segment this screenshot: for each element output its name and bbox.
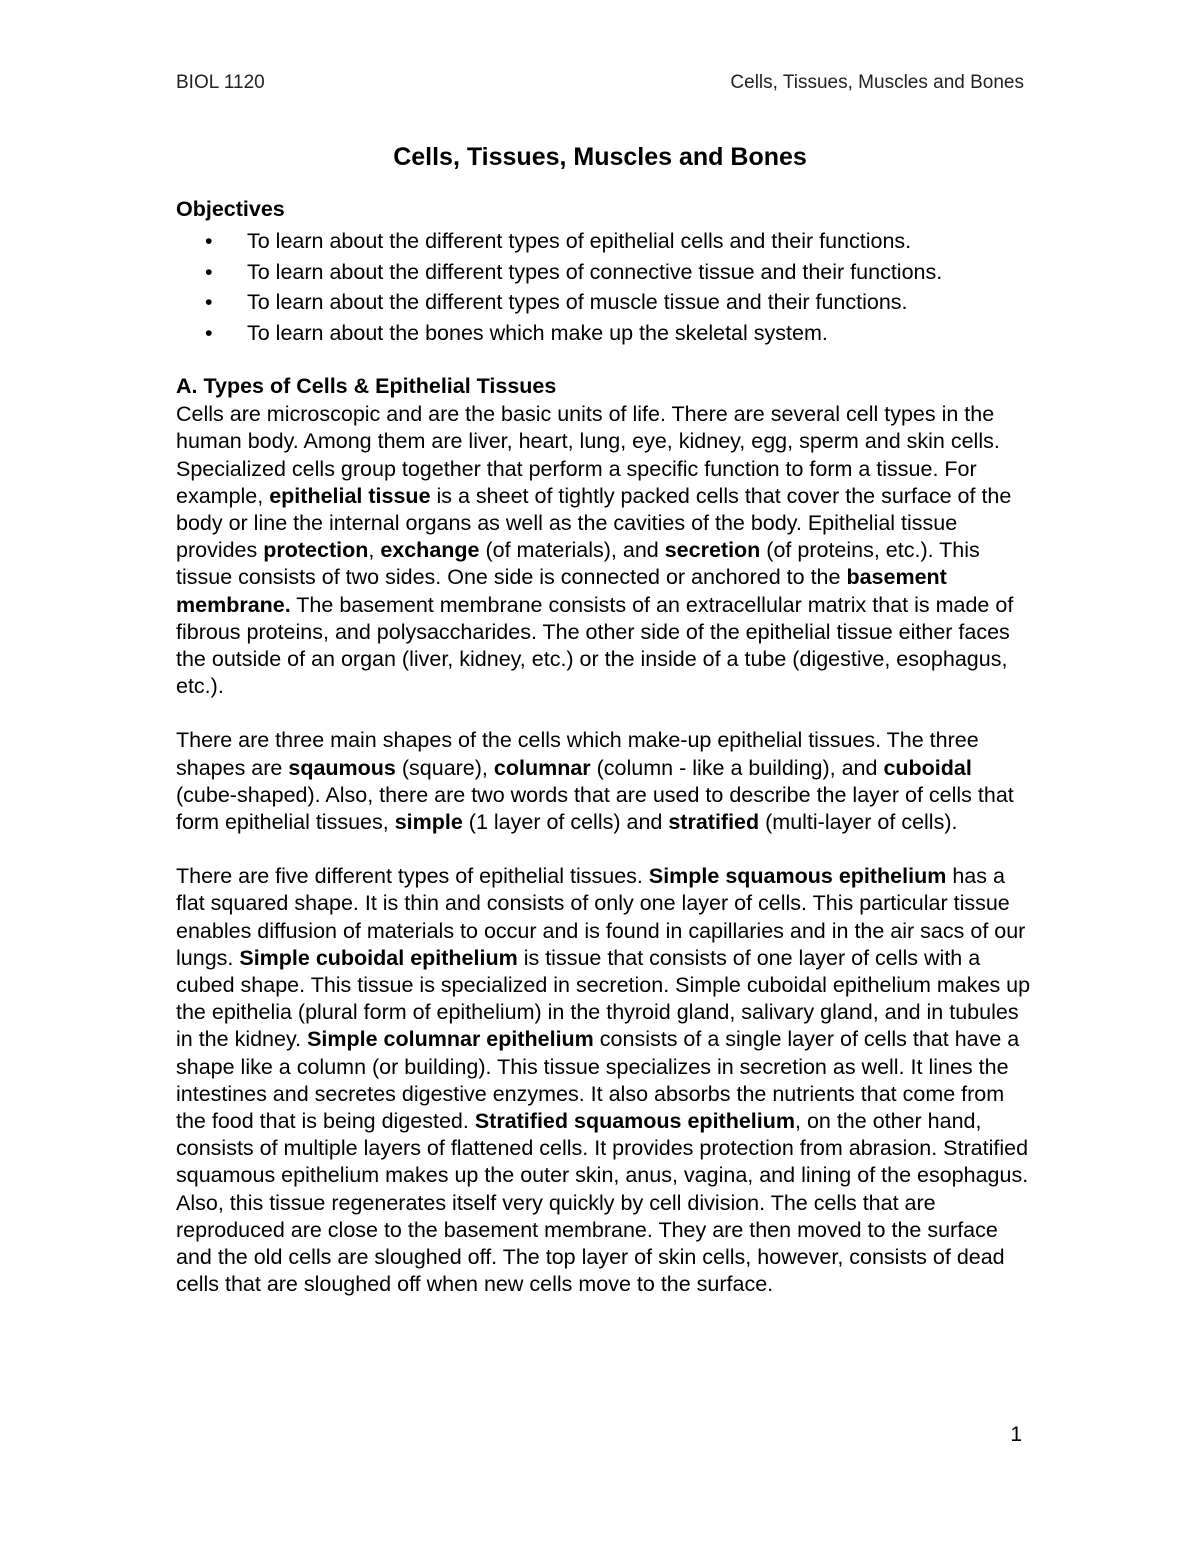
text-run: (of materials), and	[479, 538, 665, 563]
bold-term: columnar	[493, 755, 591, 780]
text-run: (square),	[395, 755, 494, 780]
text-run: (column - like a building), and	[590, 755, 884, 780]
objectives-list	[176, 226, 1036, 348]
bold-term: Simple squamous epithelium	[648, 864, 947, 889]
text-run: (1 layer of cells) and	[462, 810, 669, 835]
paragraph-cells-intro	[176, 401, 1036, 700]
bold-term: basement membrane.	[176, 565, 947, 617]
bold-term: Simple cuboidal epithelium	[239, 945, 518, 970]
text-run: (of proteins, etc.). This tissue consists of two sides. One side is connected or anchored to the	[176, 538, 980, 590]
bold-term: epithelial tissue	[269, 483, 431, 508]
text-run: ,	[368, 538, 381, 563]
text-run: is tissue that consists of one layer of cells with a cubed shape. This tissue is specialized in secretion. Simple cuboidal epithelium makes up the epithelia (plural form of epithelium) in the thyroid gland, salivary gland, and in tubules in the kidney.	[176, 945, 1031, 1052]
text-run: There are five different types of epithelial tissues.	[176, 864, 649, 889]
bold-term: protection	[263, 538, 369, 563]
text-run: There are three main shapes of the cells which make-up epithelial tissues. The three shapes are	[176, 728, 979, 780]
list-item	[176, 318, 1036, 349]
paragraph-epithelial-types	[176, 863, 1036, 1298]
text-run: Cells are microscopic and are the basic units of life. There are several cell types in the human body. Among them are liver, heart, lung, eye, kidney, egg, sperm and skin cells. Specialized cells group together that perform a specific function to form a tissue. For example,	[176, 402, 1000, 508]
text-run: (cube-shaped). Also, there are two words that are used to describe the layer of cells that form epithelial tissues,	[176, 782, 1014, 835]
bullet-icon: •	[205, 229, 213, 254]
paragraph-cell-shapes	[176, 727, 1036, 836]
section-a-heading: A. Types of Cells & Epithelial Tissues	[176, 374, 557, 399]
bold-term: Simple columnar epithelium	[307, 1027, 594, 1052]
bullet-icon: •	[205, 259, 213, 284]
bold-term: cuboidal	[883, 755, 972, 780]
text-run: has a flat squared shape. It is thin and consists of only one layer of cells. This particular tissue enables diffusion of materials to occur and is found in capillaries and in the air sacs of our lungs.	[176, 864, 1026, 970]
bold-term: stratified	[668, 810, 760, 835]
bullet-icon: •	[205, 290, 213, 315]
list-item	[176, 287, 1036, 318]
bold-term: Stratified squamous epithelium	[474, 1109, 795, 1134]
bullet-icon: •	[205, 320, 213, 345]
text-run: The basement membrane consists of an extracellular matrix that is made of fibrous proteins, and polysaccharides. The other side of the epithelial tissue either faces the outside of an organ (liver, kidney, etc.) or the inside of a tube (digestive, esophagus, etc.).	[176, 592, 1014, 699]
text-run: consists of a single layer of cells that have a shape like a column (or building). This tissue specializes in secretion as well. It lines the intestines and secretes digestive enzymes. It also absorbs the nutrients that come from the food that is being digested.	[176, 1027, 1020, 1134]
bold-term: secretion	[664, 538, 761, 563]
page-title: Cells, Tissues, Muscles and Bones	[393, 143, 807, 171]
page-number: 1	[1010, 1423, 1022, 1446]
objectives-heading: Objectives	[176, 197, 285, 221]
text-run: , on the other hand, consists of multiple layers of flattened cells. It provides protection from abrasion. Stratified squamous epithelium makes up the outer skin, anus, vagina, and lining of the esophagus. Also, this tissue regenerates itself very quickly by cell division. The cells that are reproduced are close to the basement membrane. They are then moved to the surface and the old cells are sloughed off. The top layer of skin cells, however, consists of dead cells that are sloughed off when new cells move to the surface.	[176, 1109, 1029, 1297]
list-item	[176, 226, 1036, 257]
header-course-code: BIOL 1120	[176, 72, 265, 93]
list-item	[176, 257, 1036, 288]
objective-text: To learn about the different types of epithelial cells and their functions.	[247, 229, 912, 254]
document-body	[176, 196, 1036, 1299]
text-run: (multi-layer of cells).	[759, 810, 958, 835]
objective-text: To learn about the bones which make up the skeletal system.	[247, 320, 828, 345]
text-run: is a sheet of tightly packed cells that cover the surface of the body or line the internal organs as well as the cavities of the body. Epithelial tissue provides	[176, 483, 1012, 563]
objective-text: To learn about the different types of connective tissue and their functions.	[247, 259, 943, 284]
header-document-title: Cells, Tissues, Muscles and Bones	[730, 72, 1024, 93]
bold-term: sqaumous	[288, 755, 396, 780]
objective-text: To learn about the different types of muscle tissue and their functions.	[247, 290, 908, 315]
bold-term: exchange	[380, 538, 480, 563]
bold-term: simple	[394, 810, 463, 835]
